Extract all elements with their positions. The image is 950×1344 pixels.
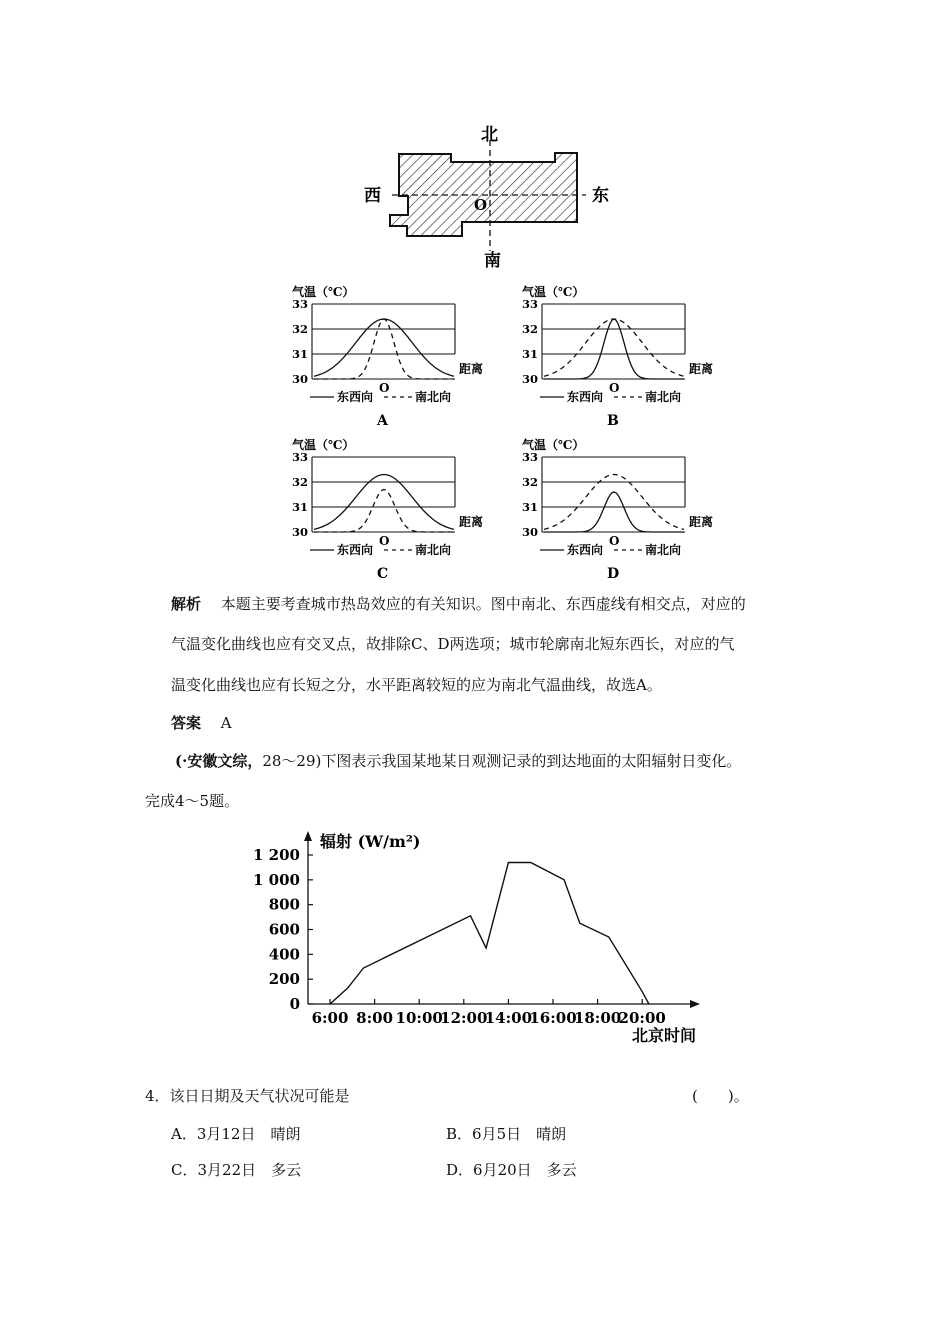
temp-panel-A [292, 284, 483, 429]
panel-ytick: 32 [522, 322, 539, 336]
curve-east-west [544, 492, 684, 532]
x-tick-label: 20:00 [618, 1009, 666, 1027]
temperature-panels [270, 278, 714, 588]
intro-source: (·安徽文综， [175, 752, 263, 770]
panel-ytick: 30 [292, 525, 309, 539]
x-axis-label: 北京时间 [632, 1026, 697, 1045]
x-tick-label: 14:00 [484, 1009, 533, 1027]
answer-value: A [220, 714, 232, 732]
option-a[interactable]: A．3月12日 晴朗 [171, 1125, 301, 1143]
radiation-line [330, 863, 649, 1005]
y-tick-label: 0 [289, 995, 300, 1013]
south-label: 南 [484, 251, 501, 271]
panel-ytick: 33 [522, 450, 539, 464]
analysis-line-1 [171, 594, 746, 614]
temp-panel-D [522, 437, 713, 582]
panel-ytick: 32 [292, 322, 309, 336]
x-tick-label: 10:00 [395, 1009, 443, 1027]
panel-letter: C [377, 566, 389, 582]
panel-ylabel: 气温（℃） [292, 438, 355, 452]
east-label: 东 [592, 186, 609, 206]
curve-north-south [314, 490, 454, 533]
panel-xlabel: 距离 [689, 515, 714, 529]
west-label: 西 [364, 186, 381, 206]
panel-ytick: 32 [522, 475, 539, 489]
option-c[interactable]: C．3月22日 多云 [171, 1161, 302, 1179]
y-tick-label: 400 [268, 945, 300, 964]
legend-ns: 南北向 [415, 543, 452, 557]
analysis-text-1: 本题主要考查城市热岛效应的有关知识。图中南北、东西虚线有相交点，对应的 [220, 595, 746, 613]
panel-ytick: 33 [292, 297, 309, 311]
temp-panel-B [522, 284, 713, 429]
panel-ytick: 30 [522, 525, 539, 539]
intro-line-2: 完成4～5题。 [145, 792, 240, 810]
y-axis-arrow [304, 831, 312, 841]
legend-ew: 东西向 [337, 543, 374, 557]
y-tick-label: 600 [268, 920, 300, 939]
analysis-line-2: 气温变化曲线也应有交叉点，故排除C、D两选项；城市轮廓南北短东西长，对应的气 [171, 635, 735, 653]
analysis-line-3: 温变化曲线也应有长短之分，水平距离较短的应为南北气温曲线，故选A。 [171, 676, 662, 694]
city-outline-diagram [350, 118, 630, 273]
analysis-label: 解析 [171, 595, 202, 613]
x-axis-arrow [690, 1000, 700, 1008]
panel-ytick: 33 [292, 450, 309, 464]
x-tick-label: 12:00 [440, 1009, 488, 1027]
panel-ytick: 30 [292, 372, 309, 386]
panel-ytick: 31 [522, 500, 539, 514]
panel-ytick: 30 [522, 372, 539, 386]
center-label: O [474, 196, 488, 214]
panel-origin: O [609, 381, 620, 395]
panel-letter: B [607, 413, 619, 429]
answer-line [171, 713, 232, 733]
north-label: 北 [481, 125, 498, 145]
question-number: 4． [145, 1087, 170, 1105]
radiation-chart [240, 825, 720, 1050]
x-tick-label: 18:00 [573, 1009, 622, 1027]
panel-ylabel: 气温（℃） [522, 285, 585, 299]
panel-origin: O [379, 381, 390, 395]
curve-east-west [314, 319, 454, 376]
x-tick-label: 8:00 [356, 1009, 394, 1027]
x-tick-label: 16:00 [529, 1009, 577, 1027]
question-text: 该日日期及天气状况可能是 [169, 1087, 350, 1105]
curve-north-south [314, 319, 454, 379]
option-b[interactable]: B．6月5日 晴朗 [446, 1125, 567, 1143]
legend-ns: 南北向 [645, 543, 682, 557]
legend-ew: 东西向 [567, 543, 604, 557]
panel-ylabel: 气温（℃） [292, 285, 355, 299]
panel-xlabel: 距离 [459, 362, 484, 376]
panel-ytick: 31 [292, 500, 309, 514]
legend-ew: 东西向 [567, 390, 604, 404]
legend-ns: 南北向 [645, 390, 682, 404]
answer-label: 答案 [171, 714, 202, 732]
panel-ytick: 31 [522, 347, 539, 361]
y-tick-label: 1 000 [253, 870, 300, 889]
panel-origin: O [379, 534, 390, 548]
panel-xlabel: 距离 [459, 515, 484, 529]
curve-north-south [544, 475, 684, 530]
question-4 [145, 1086, 350, 1106]
y-tick-label: 800 [268, 895, 300, 914]
y-tick-label: 1 200 [253, 846, 300, 864]
option-d[interactable]: D．6月20日 多云 [446, 1161, 577, 1179]
curve-east-west [314, 475, 454, 530]
panel-xlabel: 距离 [689, 362, 714, 376]
curve-east-west [544, 319, 684, 379]
panel-origin: O [609, 534, 620, 548]
intro-rest: 28～29)下图表示我国某地某日观测记录的到达地面的太阳辐射日变化。 [262, 752, 742, 770]
curve-north-south [544, 319, 684, 376]
x-tick-label: 6:00 [311, 1009, 349, 1027]
intro-line-1 [175, 751, 741, 771]
y-tick-label: 200 [268, 970, 300, 989]
panel-letter: A [377, 413, 388, 429]
temp-panel-C [292, 437, 483, 582]
panel-ytick: 32 [292, 475, 309, 489]
panel-letter: D [607, 566, 620, 582]
panel-ytick: 33 [522, 297, 539, 311]
panel-ytick: 31 [292, 347, 309, 361]
y-axis-label: 辐射 (W/m²) [320, 832, 421, 851]
answer-blank: ( )。 [692, 1087, 749, 1105]
legend-ns: 南北向 [415, 390, 452, 404]
panel-ylabel: 气温（℃） [522, 438, 585, 452]
legend-ew: 东西向 [337, 390, 374, 404]
